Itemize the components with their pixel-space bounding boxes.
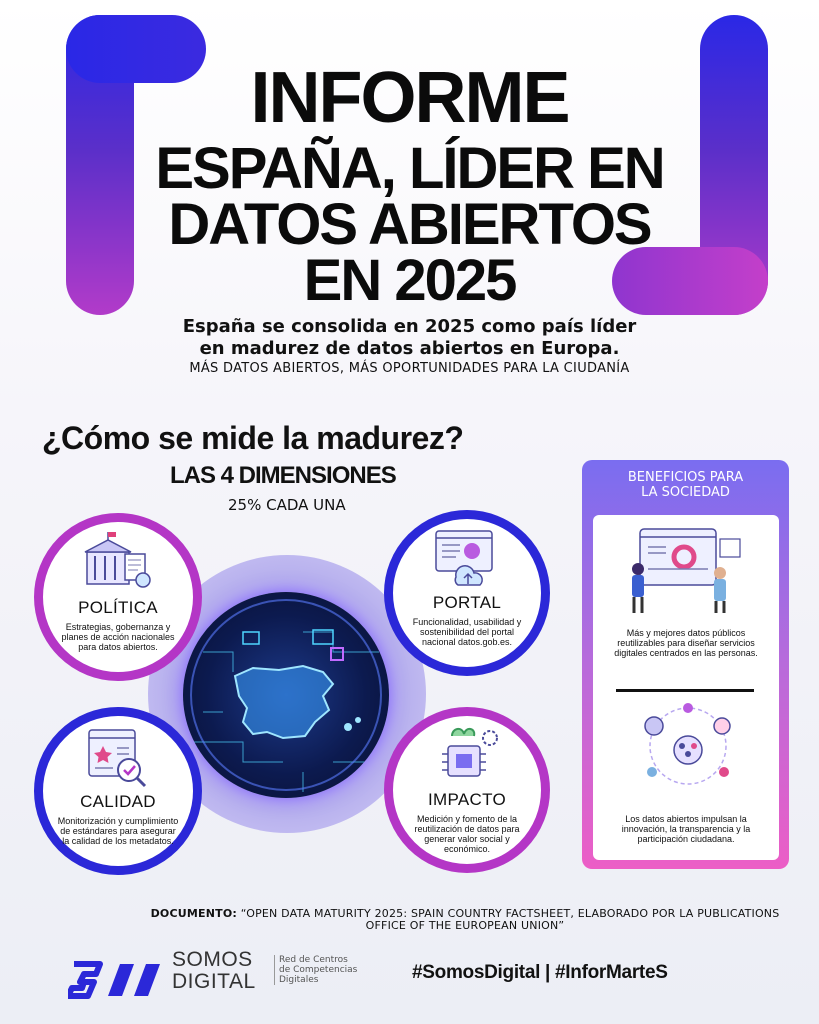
title-line-3: DATOS ABIERTOS bbox=[168, 192, 651, 257]
dimension-impacto bbox=[384, 707, 550, 873]
logo-sub-line-3: Digitales bbox=[279, 975, 319, 985]
web-portal-icon bbox=[432, 527, 502, 589]
government-building-icon bbox=[83, 530, 153, 590]
network-community-icon bbox=[632, 700, 744, 790]
logo-sub-line-1: Red de Centros bbox=[279, 955, 348, 965]
impact-chip-icon bbox=[432, 724, 502, 786]
dimension-name: CALIDAD bbox=[80, 792, 156, 811]
dimensions-title: LAS 4 DIMENSIONES bbox=[170, 462, 396, 489]
logo-line-1: SOMOS bbox=[172, 948, 253, 971]
somos-digital-logo-icon bbox=[68, 956, 164, 1000]
dimension-name: POLÍTICA bbox=[78, 598, 158, 617]
logo-wordmark bbox=[172, 949, 256, 993]
dimension-description: Funcionalidad, usabilidad y sostenibilidad del portal nacional datos.gob.es. bbox=[412, 617, 522, 647]
spain-map-globe bbox=[183, 592, 389, 798]
subtitle bbox=[0, 316, 819, 360]
document-citation bbox=[150, 908, 780, 932]
dimension-description: Monitorización y cumplimiento de estándares para asegurar la calidad de los metadatos. bbox=[57, 816, 179, 846]
benefits-title-line-1: BENEFICIOS PARA bbox=[627, 470, 744, 485]
title-line-1: INFORME bbox=[250, 58, 569, 138]
quality-check-icon bbox=[83, 726, 153, 788]
dimension-description: Medición y fomento de la reutilización de datos para generar valor social y económico. bbox=[414, 814, 520, 854]
section-question: ¿Cómo se mide la madurez? bbox=[42, 420, 464, 456]
document-text: “OPEN DATA MATURITY 2025: SPAIN COUNTRY FACTSHEET, ELABORADO POR LA PUBLICATIONS OFFICE OF THE EUROPEAN UNION” bbox=[240, 907, 780, 932]
dimension-name: PORTAL bbox=[432, 593, 502, 612]
title-line-2: ESPAÑA, LÍDER EN bbox=[155, 136, 664, 201]
people-dashboard-icon bbox=[628, 525, 748, 615]
dimension-politica bbox=[34, 513, 202, 681]
document-label: DOCUMENTO: bbox=[150, 907, 237, 920]
benefit-text: Los datos abiertos impulsan la innovación, la transparencia y la participación ciudadana. bbox=[621, 814, 751, 844]
dimension-name: IMPACTO bbox=[428, 790, 506, 809]
benefit-text: Más y mejores datos públicos reutilizables para diseñar servicios digitales centrados en las personas. bbox=[614, 628, 758, 658]
subtitle-line-1: España se consolida en 2025 como país líder bbox=[182, 316, 637, 337]
dimension-description: Estrategias, gobernanza y planes de acción nacionales para datos abiertos. bbox=[61, 622, 175, 652]
dimensions-weight: 25% CADA UNA bbox=[228, 496, 346, 514]
subtitle-line-2: en madurez de datos abiertos en Europa. bbox=[199, 338, 620, 359]
benefits-divider bbox=[616, 689, 754, 692]
title-line-4: EN 2025 bbox=[303, 248, 516, 313]
benefits-title bbox=[582, 470, 789, 500]
tagline: MÁS DATOS ABIERTOS, MÁS OPORTUNIDADES PARA LA CIUDANÍA bbox=[189, 361, 630, 376]
dimension-portal bbox=[384, 510, 550, 676]
benefits-title-line-2: LA SOCIEDAD bbox=[641, 485, 730, 500]
hashtags: #SomosDigital | #InforMarteS bbox=[412, 962, 668, 983]
logo-subtitle bbox=[274, 955, 357, 985]
logo-line-2: DIGITAL bbox=[172, 970, 256, 993]
dimension-calidad bbox=[34, 707, 202, 875]
logo-sub-line-2: de Competencias bbox=[279, 965, 358, 975]
spain-map-icon bbox=[183, 592, 389, 798]
